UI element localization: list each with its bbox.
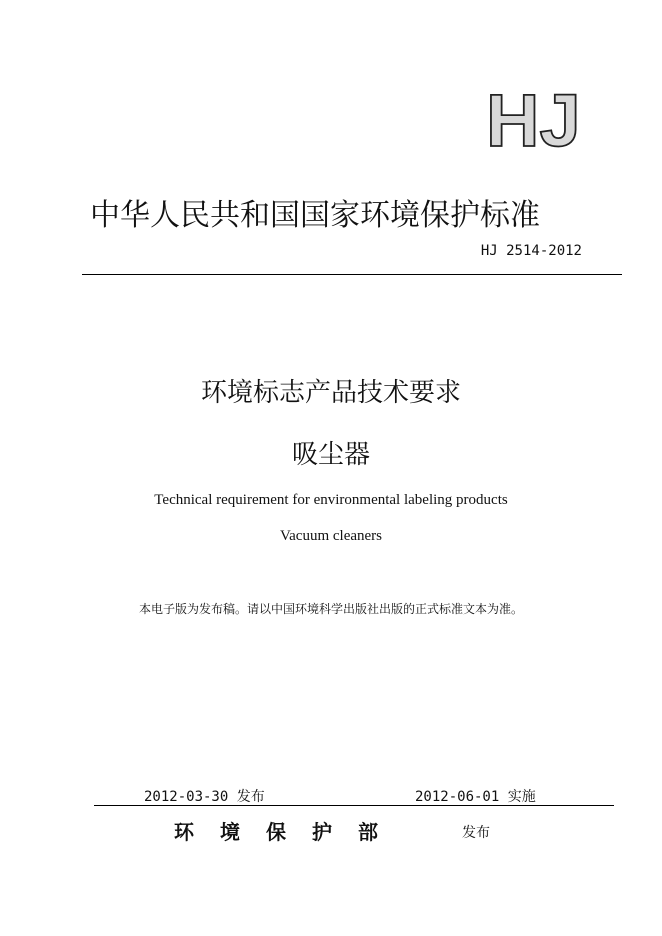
implementation-date: 2012-06-01 实施: [415, 789, 536, 805]
footer-divider: [94, 805, 614, 806]
issue-date: 2012-03-30 发布: [144, 789, 265, 805]
edition-notice: 本电子版为发布稿。请以中国环境科学出版社出版的正式标准文本为准。: [138, 602, 523, 616]
header-divider: [82, 274, 622, 275]
document-subtitle-cn: 吸尘器: [291, 440, 370, 470]
document-title-cn: 环境标志产品技术要求: [200, 378, 461, 408]
document-subtitle-en: Vacuum cleaners: [279, 528, 383, 544]
document-title-en: Technical requirement for environmental labeling products: [154, 492, 508, 508]
hj-logo-icon: [486, 84, 606, 156]
standard-code: HJ 2514-2012: [480, 243, 582, 259]
issuing-label: 发布: [462, 825, 490, 841]
logo-text: HJ: [486, 84, 581, 156]
standard-series-title: 中华人民共和国国家环境保护标准: [90, 198, 540, 233]
issuing-authority: 环境保护部: [174, 820, 404, 844]
